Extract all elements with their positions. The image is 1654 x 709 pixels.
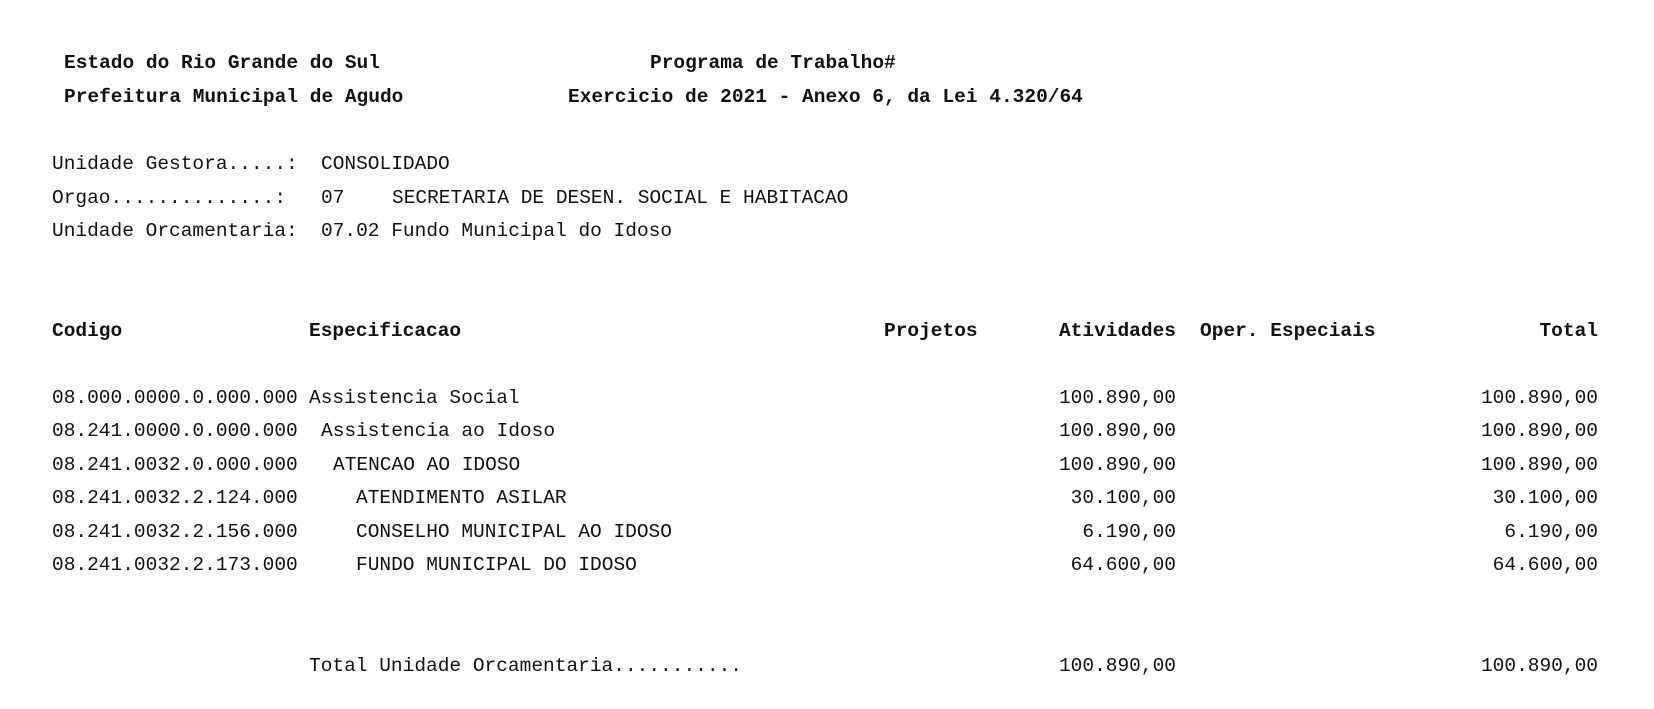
row-atividades: 64.600,00 xyxy=(1070,554,1176,576)
total-label: Total Unidade Orcamentaria........... xyxy=(309,655,742,677)
state-name: Estado do Rio Grande do Sul xyxy=(64,52,380,74)
row-codigo: 08.241.0032.2.124.000 xyxy=(52,487,298,509)
orgao-code: 07 xyxy=(321,187,345,209)
total-total: 100.890,00 xyxy=(1480,655,1598,677)
col-header-oper-especiais: Oper. Especiais xyxy=(1200,320,1376,342)
row-especificacao: ATENCAO AO IDOSO xyxy=(333,454,521,476)
row-especificacao: CONSELHO MUNICIPAL AO IDOSO xyxy=(356,521,672,543)
row-especificacao: FUNDO MUNICIPAL DO IDOSO xyxy=(356,554,637,576)
orgao-name: SECRETARIA DE DESEN. SOCIAL E HABITACAO xyxy=(392,187,849,209)
row-total: 30.100,00 xyxy=(1492,487,1598,509)
row-atividades: 100.890,00 xyxy=(1058,454,1176,476)
row-atividades: 30.100,00 xyxy=(1070,487,1176,509)
orgao-label: Orgao..............: xyxy=(52,187,287,209)
row-especificacao: Assistencia ao Idoso xyxy=(321,420,556,442)
row-atividades: 6.190,00 xyxy=(1082,521,1176,543)
row-atividades: 100.890,00 xyxy=(1058,387,1176,409)
col-header-atividades: Atividades xyxy=(1058,320,1176,342)
row-codigo: 08.241.0032.2.156.000 xyxy=(52,521,298,543)
unidade-gestora-label: Unidade Gestora.....: xyxy=(52,153,298,175)
total-atividades: 100.890,00 xyxy=(1058,655,1176,677)
unidade-orcamentaria-label: Unidade Orcamentaria: xyxy=(52,220,298,242)
col-header-codigo: Codigo xyxy=(52,320,123,342)
row-codigo: 08.000.0000.0.000.000 xyxy=(52,387,298,409)
row-especificacao: Assistencia Social xyxy=(309,387,520,409)
row-codigo: 08.241.0032.0.000.000 xyxy=(52,454,298,476)
row-codigo: 08.241.0000.0.000.000 xyxy=(52,420,298,442)
row-total: 100.890,00 xyxy=(1480,420,1598,442)
exercise-title: Exercicio de 2021 - Anexo 6, da Lei 4.320/64 xyxy=(568,86,1083,108)
program-title: Programa de Trabalho# xyxy=(650,52,896,74)
row-total: 100.890,00 xyxy=(1480,454,1598,476)
row-atividades: 100.890,00 xyxy=(1058,420,1176,442)
row-total: 64.600,00 xyxy=(1492,554,1598,576)
col-header-total: Total xyxy=(1539,320,1598,342)
row-total: 6.190,00 xyxy=(1504,521,1598,543)
row-especificacao: ATENDIMENTO ASILAR xyxy=(356,487,567,509)
row-codigo: 08.241.0032.2.173.000 xyxy=(52,554,298,576)
municipality-name: Prefeitura Municipal de Agudo xyxy=(64,86,404,108)
col-header-projetos: Projetos xyxy=(884,320,978,342)
col-header-especificacao: Especificacao xyxy=(309,320,462,342)
unidade-orcamentaria-value: 07.02 Fundo Municipal do Idoso xyxy=(321,220,673,242)
row-total: 100.890,00 xyxy=(1480,387,1598,409)
unidade-gestora-value: CONSOLIDADO xyxy=(321,153,450,175)
